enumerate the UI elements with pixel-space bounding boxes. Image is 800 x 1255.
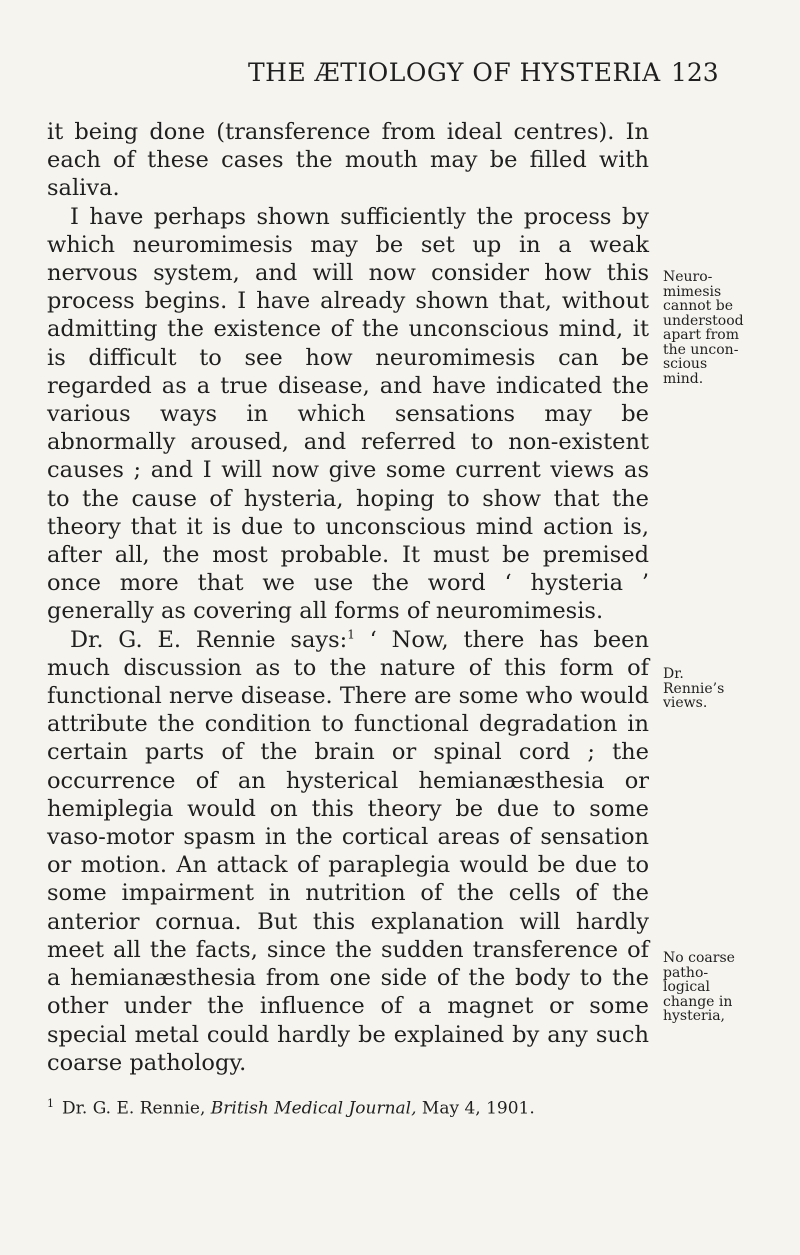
margin-line: change in <box>663 993 733 1010</box>
running-header <box>0 58 800 98</box>
paragraph-3-rest: ‘ Now, there has been much discussion as to the nature of this form of functional nerve disease. There are some who would attribute the condition to functional degradation in certain parts of the brain or spinal cord ; the occurrence of an hysterical hemianæsthesia or hemiplegia would on this theory be due to some vaso-motor spasm in the cortical areas of sensation or motion. An attack of paraplegia would be due to some impairment in nutrition of the cells of the anterior cornua. But this explanation will hardly meet all the facts, since the sudden transference of a hemianæsthesia from one side of the body to the other under the influence of a magnet or some special metal could hardly be explained by any such coarse pathology. <box>47 626 649 1076</box>
footnote <box>47 1097 667 1119</box>
margin-line: logical <box>663 979 711 995</box>
margin-line: mimesis <box>663 283 722 300</box>
footnote-author: Dr. G. E. Rennie, <box>62 1098 211 1119</box>
margin-line: apart from <box>663 327 740 343</box>
margin-note-rennie <box>663 667 793 711</box>
running-title: THE ÆTIOLOGY OF HYSTERIA <box>248 58 661 87</box>
margin-line: Neuro- <box>663 269 713 285</box>
margin-line: views. <box>663 695 708 711</box>
margin-line: Dr. <box>663 666 684 682</box>
margin-line: cannot be <box>663 298 733 314</box>
margin-line: scious <box>663 356 708 372</box>
paragraph-1: it being done (transference from ideal centres). In each of these cases the mouth may be filled with saliva. <box>47 119 649 202</box>
paragraph-3-start: Dr. G. E. Rennie says: <box>70 626 348 653</box>
margin-line: No coarse <box>663 950 735 966</box>
margin-line: understood <box>663 312 744 329</box>
footnote-journal: British Medical Journal, <box>210 1098 417 1119</box>
body-text <box>47 118 649 1077</box>
margin-note-neuromimesis <box>663 270 793 386</box>
paragraph-3 <box>47 626 649 1077</box>
margin-line: Rennie’s <box>663 680 725 697</box>
footnote-number: 1 <box>47 1097 54 1110</box>
margin-line: mind. <box>663 370 704 387</box>
margin-line: patho- <box>663 964 709 981</box>
footnote-date: May 4, 1901. <box>416 1098 535 1119</box>
page-number: 123 <box>671 58 719 87</box>
margin-line: hysteria, <box>663 1008 725 1024</box>
paragraph-2: I have perhaps shown sufficiently the process by which neuromimesis may be set up in a weak nervous system, and will now consider how this process begins. I have already shown that, without admitting the existence of the unconscious mind, it is difficult to see how neuromimesis can be regarded as a true disease, and have indicated the various ways in which sensations may be abnormally aroused, and referred to non-existent causes ; and I will now give some current views as to the cause of hysteria, hoping to show that the theory that it is due to unconscious mind action is, after all, the most probable. It must be premised once more that we use the word ‘ hysteria ’ generally as covering all forms of neuromimesis. <box>47 203 649 625</box>
margin-line: the uncon- <box>663 341 739 358</box>
margin-note-pathology <box>663 951 793 1024</box>
footnote-reference: 1 <box>347 627 355 642</box>
